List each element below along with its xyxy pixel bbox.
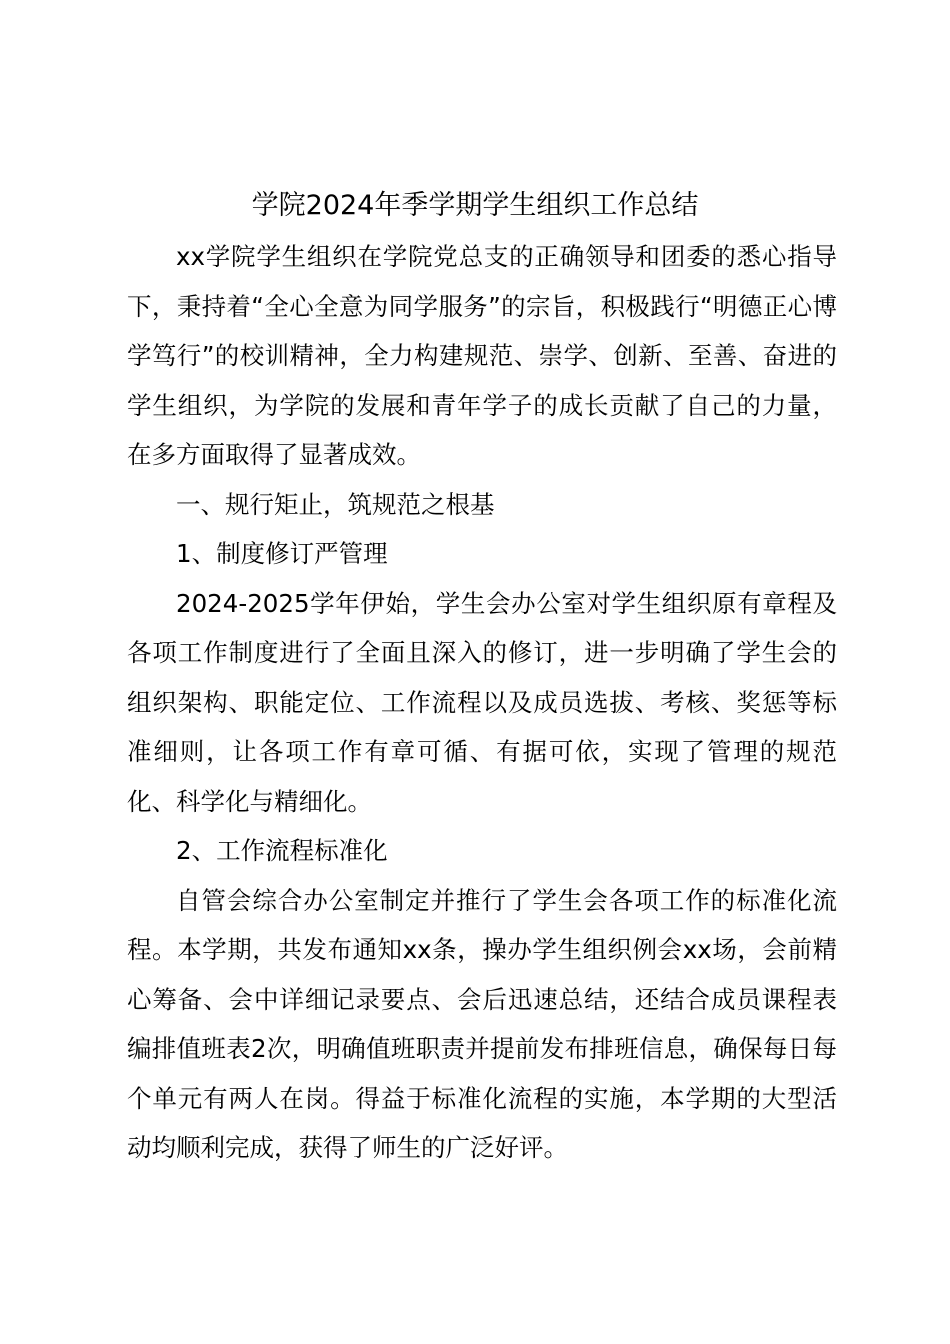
document-title: 学院2024年季学期学生组织工作总结 [251, 190, 699, 221]
section-heading-1: 一、规行矩止，筑规范之根基 [176, 489, 495, 519]
subsection-heading-2: 2、工作流程标准化 [176, 836, 388, 865]
paragraph-system-revision: 2024-2025学年伊始，学生会办公室对学生组织原有章程及各项工作制度进行了全面且深入的修订，进一步明确了学生会的组织架构、职能定位、工作流程以及成员选拔、考核、奖惩等标准细则，让各项工作有章可循、有据可依，实现了管理的规范化、科学化与精细化。 [127, 588, 837, 816]
intro-paragraph: xx学院学生组织在学院党总支的正确领导和团委的悉心指导下，秉持着“全心全意为同学服务”的宗旨，积极践行“明德正心博学笃行”的校训精神，全力构建规范、崇学、创新、至善、奋进的学生组织，为学院的发展和青年学子的成长贡献了自己的力量，在多方面取得了显著成效。 [127, 242, 837, 469]
document-body [127, 232, 837, 1173]
paragraph-workflow-standardization: 自管会综合办公室制定并推行了学生会各项工作的标准化流程。本学期，共发布通知xx条，操办学生组织例会xx场，会前精心筹备、会中详细记录要点、会后迅速总结，还结合成员课程表编排值班表2次，明确值班职责并提前发布排班信息，确保每日每个单元有两人在岗。得益于标准化流程的实施，本学期的大型活动均顺利完成，获得了师生的广泛好评。 [127, 885, 837, 1162]
subsection-heading-1: 1、制度修订严管理 [176, 539, 388, 568]
